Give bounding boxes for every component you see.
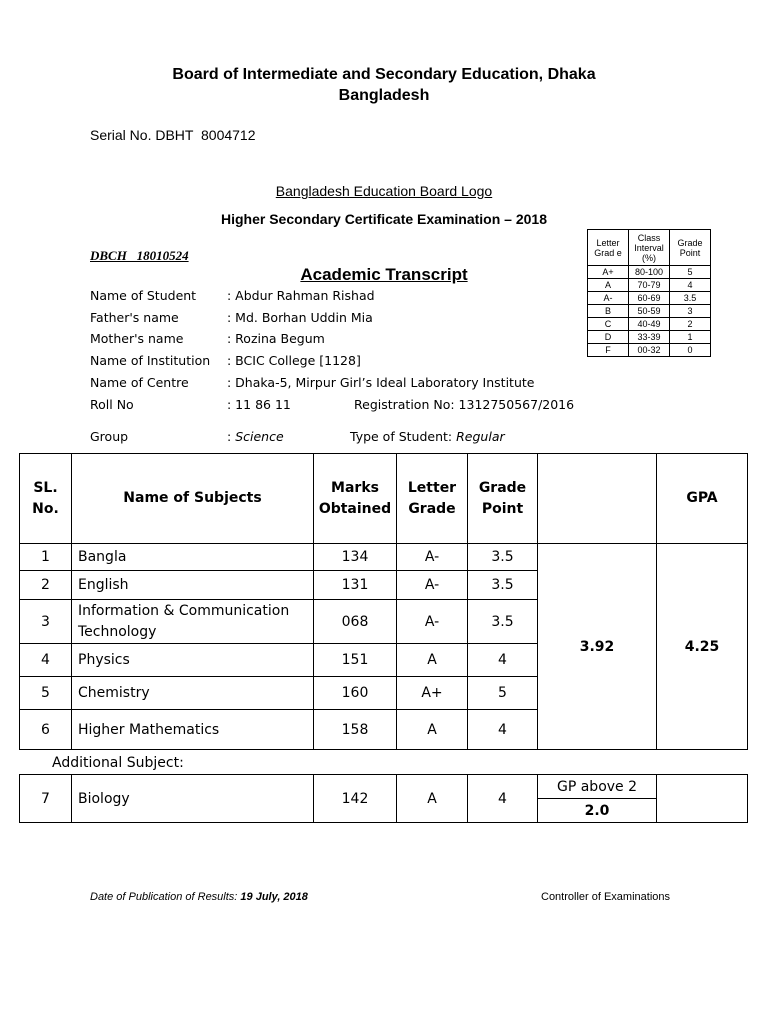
grade-scale-cell: A	[588, 279, 629, 292]
grade-scale-cell: B	[588, 305, 629, 318]
gpa-without-additional: 3.92	[538, 544, 657, 750]
grade-scale-header-cell: Grade Point	[670, 230, 711, 266]
publication-label: Date of Publication of Results:	[90, 891, 238, 903]
row-letter: A-	[397, 571, 468, 600]
grade-scale-cell: 80-100	[629, 266, 670, 279]
row-subject: Biology	[72, 775, 314, 823]
row-sl: 4	[20, 644, 72, 677]
student-name-label: Name of Student	[90, 288, 197, 303]
grade-scale-cell: 1	[670, 331, 711, 344]
row-subject: Chemistry	[72, 677, 314, 710]
row-letter: A-	[397, 544, 468, 571]
grade-scale-cell: 2	[670, 318, 711, 331]
table-row	[20, 544, 748, 571]
row-sl: 5	[20, 677, 72, 710]
centre-value: : Dhaka-5, Mirpur Girl’s Ideal Laboratory Institute	[227, 375, 535, 390]
header-subject: Name of Subjects	[72, 454, 314, 544]
grade-scale-row	[588, 305, 711, 318]
institution-value: : BCIC College [1128]	[227, 353, 361, 368]
grade-scale-cell: 60-69	[629, 292, 670, 305]
row-letter: A-	[397, 600, 468, 644]
grade-scale-row	[588, 292, 711, 305]
grade-scale-table	[587, 229, 711, 357]
row-sl: 7	[20, 775, 72, 823]
row-subject: Higher Mathematics	[72, 710, 314, 750]
exam-title: Higher Secondary Certificate Examination – 2018	[220, 211, 547, 227]
grade-scale-header	[588, 230, 711, 266]
roll-label: Roll No	[90, 397, 134, 412]
row-marks: 160	[314, 677, 397, 710]
row-marks: 158	[314, 710, 397, 750]
row-point: 5	[468, 677, 538, 710]
mother-name-label: Mother's name	[90, 331, 184, 346]
grade-scale-cell: C	[588, 318, 629, 331]
row-marks: 151	[314, 644, 397, 677]
row-marks: 131	[314, 571, 397, 600]
header-gpa: GPA	[657, 454, 748, 544]
gpa-total: 4.25	[657, 544, 748, 750]
board-title-line2: Bangladesh	[338, 87, 430, 104]
grade-scale-cell: F	[588, 344, 629, 357]
grade-scale-cell: D	[588, 331, 629, 344]
student-type-value: Regular	[456, 429, 505, 444]
grade-scale-row	[588, 266, 711, 279]
board-title-line1: Board of Intermediate and Secondary Education, Dhaka	[172, 66, 596, 83]
student-name-value: : Abdur Rahman Rishad	[227, 288, 375, 303]
row-letter: A+	[397, 677, 468, 710]
grade-scale-cell: 3.5	[670, 292, 711, 305]
grade-scale-cell: 5	[670, 266, 711, 279]
grade-scale-cell: A+	[588, 266, 629, 279]
document-code: DBCH 18010524	[90, 248, 189, 263]
additional-gpa-empty	[657, 775, 748, 823]
results-table	[19, 453, 748, 750]
registration-number: Registration No: 1312750567/2016	[354, 397, 575, 412]
row-point: 4	[468, 710, 538, 750]
header-gpa-without	[538, 454, 657, 544]
row-marks: 142	[314, 775, 397, 823]
additional-subject-table	[19, 774, 748, 823]
row-sl: 1	[20, 544, 72, 571]
student-type	[350, 429, 505, 444]
row-sl: 2	[20, 571, 72, 600]
group-prefix: :	[227, 429, 236, 444]
grade-scale-cell: 4	[670, 279, 711, 292]
row-subject: Information & Communication Technology	[72, 600, 314, 644]
controller-signature-label: Controller of Examinations	[541, 891, 671, 903]
row-point: 3.5	[468, 544, 538, 571]
row-point: 4	[468, 644, 538, 677]
grade-scale-cell: 33-39	[629, 331, 670, 344]
grade-scale-header-cell: Letter Grad e	[588, 230, 629, 266]
header-sl: SL. No.	[20, 454, 72, 544]
grade-scale-cell: 70-79	[629, 279, 670, 292]
row-marks: 134	[314, 544, 397, 571]
mother-name-value: : Rozina Begum	[227, 331, 325, 346]
publication-date	[90, 891, 308, 903]
roll-value: : 11 86 11	[227, 397, 291, 412]
row-sl: 3	[20, 600, 72, 644]
father-name-label: Father's name	[90, 310, 179, 325]
grade-scale-cell: A-	[588, 292, 629, 305]
row-letter: A	[397, 644, 468, 677]
student-type-label: Type of Student:	[350, 429, 457, 444]
grade-scale-cell: 3	[670, 305, 711, 318]
gp-above-value: 2.0	[538, 799, 657, 823]
row-subject: Bangla	[72, 544, 314, 571]
results-header-row	[20, 454, 748, 544]
row-point: 3.5	[468, 600, 538, 644]
group-name: Science	[235, 429, 284, 444]
row-point: 3.5	[468, 571, 538, 600]
father-name-value: : Md. Borhan Uddin Mia	[227, 310, 373, 325]
row-point: 4	[468, 775, 538, 823]
grade-scale-row	[588, 318, 711, 331]
header-marks: Marks Obtained	[314, 454, 397, 544]
serial-number: Serial No. DBHT 8004712	[90, 127, 256, 143]
group-value	[227, 429, 284, 444]
transcript-title: Academic Transcript	[300, 265, 468, 284]
publication-date-value: 19 July, 2018	[240, 891, 308, 903]
table-row	[20, 775, 748, 799]
row-subject: Physics	[72, 644, 314, 677]
row-subject: English	[72, 571, 314, 600]
grade-scale-cell: 00-32	[629, 344, 670, 357]
board-logo-placeholder: Bangladesh Education Board Logo	[275, 183, 493, 199]
row-letter: A	[397, 775, 468, 823]
group-label: Group	[90, 429, 129, 444]
grade-scale-header-cell: Class Interval (%)	[629, 230, 670, 266]
row-sl: 6	[20, 710, 72, 750]
grade-scale-row	[588, 331, 711, 344]
header-letter: Letter Grade	[397, 454, 468, 544]
grade-scale-row	[588, 344, 711, 357]
grade-scale-row	[588, 279, 711, 292]
board-title	[0, 64, 768, 106]
additional-subject-label: Additional Subject:	[52, 755, 184, 771]
grade-scale-cell: 40-49	[629, 318, 670, 331]
institution-label: Name of Institution	[90, 353, 211, 368]
row-marks: 068	[314, 600, 397, 644]
grade-scale-cell: 0	[670, 344, 711, 357]
centre-label: Name of Centre	[90, 375, 189, 390]
gp-above-label: GP above 2	[538, 775, 657, 799]
header-point: Grade Point	[468, 454, 538, 544]
grade-scale-cell: 50-59	[629, 305, 670, 318]
row-letter: A	[397, 710, 468, 750]
